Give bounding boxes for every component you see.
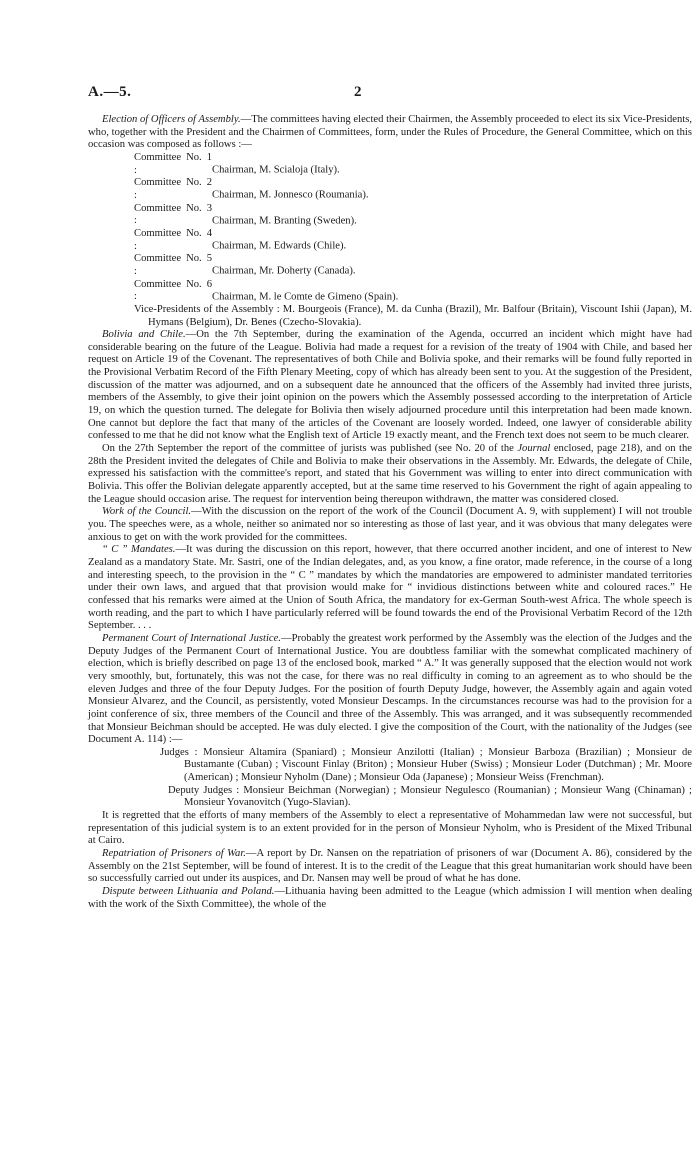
bolivia-text-2b: enclosed, page 218), and on the 28th the President invited the delegates of Chile and Bolivia to make their observations in the Assembly. Mr. Edwards, the delegate of Chile, expressed his satisfaction with the committee's report, and stated that his Government was willing to enter into direct communication with Bolivia. This offer the Bolivian delegate apparently accepted, but at the same time reserved to his Government the right of again appealing to the League should occasion arise. The request for intervention being thereupon withdrawn, the matter was considered closed. <box>88 443 693 505</box>
council-heading: Work of the Council. <box>102 506 192 518</box>
dispute-heading: Dispute between Lithuania and Poland. <box>102 886 275 898</box>
mandates-heading: “ C ” Mandates. <box>102 544 176 556</box>
committee-item <box>88 203 692 228</box>
repatriation-text: —A report by Dr. Nansen on the repatriation of prisoners of war (Document A. 86), considered by the Assembly on the 21st September, will be found of interest. It is to the credit of the League that this great humanitarian work should have been so successfully carried out under its auspices, and Dr. Nansen may well be proud of what he has done. <box>88 848 692 885</box>
committee-label: Committee No. 4 : <box>134 227 212 252</box>
judges-list: Judges : Monsieur Altamira (Spaniard) ; Monsieur Anzilotti (Italian) ; Monsieur Barboza (Brazilian) ; Monsieur de Bustamante (Cuban) ; Viscount Finlay (Briton) ; Monsieur Huber (Swiss) ; Monsieur Loder (Dutchman) ; Mr. Moore (American) ; Monsieur Nyholm (Dane) ; Monsieur Oda (Japanese) ; Monsieur Weiss (Frenchman). <box>160 746 692 784</box>
committee-item <box>88 253 692 278</box>
journal-title: Journal <box>517 443 551 455</box>
bolivia-paragraph-2 <box>88 443 692 506</box>
committee-label: Committee No. 1 : <box>134 151 212 176</box>
committee-chair: Chairman, M. Scialoja (Italy). <box>212 164 340 176</box>
committee-label: Committee No. 6 : <box>134 278 212 303</box>
bolivia-text: —On the 7th September, during the examination of the Agenda, occurred an incident which might have had considerable bearing on the future of the League. Bolivia had made a request for a revision of the treaty of 1904 with Chile, and based her request on Article 19 of the Covenant. The representatives of both Chile and Bolivia spoke, and their remarks will be found fully reported in the Provisional Verbatim Record of the Fifth Plenary Meeting, copy of which has already been sent to you. At the suggestion of the President, discussion of the matter was adjourned, and on a subsequent date he announced that the officers of the Assembly had invited three jurists, members of the Assembly, to give their joint opinion on the powers which the Assembly possessed according to the interpretation of Article 19, on which the question turned. The delegate for Bolivia then wisely adjourned procedure until this interpretation had been made known. One cannot but deplore the fact that many of the articles of the Covenant are loosely worded. Indeed, one lawyer of considerable ability confessed to me that he did not know what the English text of Article 19 exactly meant, and the French text does not seem to be much clearer. <box>88 329 692 442</box>
bolivia-heading: Bolivia and Chile. <box>102 329 186 341</box>
committee-item <box>88 228 692 253</box>
dispute-paragraph <box>88 886 692 911</box>
bolivia-text-2a: On the 27th September the report of the committee of jurists was published (see No. 20 of the <box>102 443 518 455</box>
election-text: —The committees having elected their Chairmen, the Assembly proceeded to elect its six Vice-Presidents, who, together with the President and the Chairmen of Committees, form, under the Rules of Procedure, the General Committee, which on this occasion was composed as follows :— <box>88 114 692 151</box>
court-heading: Permanent Court of International Justice. <box>102 632 281 644</box>
committee-chair: Chairman, M. Branting (Sweden). <box>212 215 357 227</box>
dispute-text: —Lithuania having been admitted to the League (which admission I will mention when dealing with the work of the Sixth Committee), the whole of the <box>88 886 692 910</box>
page-number: 2 <box>354 84 362 100</box>
bolivia-paragraph <box>88 329 692 443</box>
court-text: —Probably the greatest work performed by the Assembly was the election of the Judges and the Deputy Judges of the Permanent Court of International Justice. You are doubtless familiar with the somewhat complicated machinery of election, which is briefly described on page 13 of the enclosed book, marked “ A.” It was generally supposed that the election would not work very smoothly, but, fortunately, this was not the case, for there was no real difficulty in coming to an agreement as to who should be the eleven Judges and three of the four Deputy Judges. For the position of fourth Deputy Judge, however, the Assembly again and again voted Monsieur Alvarez, and the Council, as persistently, voted Monsieur Descamps. In the circumstances recourse was had to the provision for a joint conference of six, three members of the Council and three of the Assembly. This was arranged, and it was subsequently recommended that Monsieur Beichman should be accepted. He was duly elected. I give the composition of the Court, with the nationality of the Judges (see Document A. 114) :— <box>88 632 692 746</box>
deputy-judges-list: Deputy Judges : Monsieur Beichman (Norwegian) ; Monsieur Negulesco (Roumanian) ; Monsieur Wang (Chinaman) ; Monsieur Yovanovitch (Yugo-Slavian). <box>168 784 692 809</box>
vice-presidents: Vice-Presidents of the Assembly : M. Bourgeois (France), M. da Cunha (Brazil), Mr. Balfour (Britain), Viscount Ishii (Japan), M. Hymans (Belgium), Dr. Benes (Czecho-Slovakia). <box>134 303 692 328</box>
committee-label: Committee No. 5 : <box>134 253 212 277</box>
committee-chair: Chairman, M. Edwards (Chile). <box>212 240 347 252</box>
repatriation-heading: Repatriation of Prisoners of War. <box>102 848 246 860</box>
mandates-paragraph <box>88 544 692 633</box>
committee-chair: Chairman, M. le Comte de Gimeno (Spain). <box>212 291 399 303</box>
court-paragraph <box>88 633 692 747</box>
election-heading: Election of Officers of Assembly. <box>102 114 241 125</box>
committee-chair: Chairman, Mr. Doherty (Canada). <box>212 265 356 277</box>
council-text: —With the discussion on the report of the work of the Council (Document A. 9, with supplement) I will not trouble you. The speeches were, as a whole, neither so animated nor so interesting as those of last year, and it was obvious that many delegates were anxious to get on with the work provided for the committees. <box>88 506 692 543</box>
repatriation-paragraph <box>88 848 692 886</box>
committee-label: Committee No. 3 : <box>134 202 212 227</box>
document-body <box>88 114 692 911</box>
mandates-text: —It was during the discussion on this report, however, that there occurred another incident, and one of interest to New Zealand as a mandatory State. Mr. Sastri, one of the Indian delegates, and, as you know, a fine orator, made reference, in the course of a long and interesting speech, to the provision in the “ C ” mandates by which the mandatories are empowered to administer mandated territories under their own laws, and argued that that provision would make for “ invidious distinctions between white and coloured races.” He confessed that his remarks were aimed at the Union of South Africa, the mandatory for ex-German South-west Africa. The whole speech is worth reading, and the part to which I have particularly referred will be found towards the end of the Provisional Verbatim Record of the 12th September. . . . <box>88 544 692 632</box>
committee-list <box>88 152 692 329</box>
committee-label: Committee No. 2 : <box>134 177 212 201</box>
committee-chair: Chairman, M. Jonnesco (Roumania). <box>212 189 369 201</box>
committee-item <box>88 279 692 304</box>
court-regret-paragraph: It is regretted that the efforts of many members of the Assembly to elect a representative of Mohammedan law were not successful, but representation of this judicial system is to an extent provided for in the person of Monsieur Nyholm, who is President of the Mixed Tribunal at Cairo. <box>88 810 692 847</box>
committee-item <box>88 177 692 202</box>
council-paragraph <box>88 506 692 544</box>
committee-item <box>88 152 692 177</box>
election-paragraph <box>88 114 692 152</box>
document-reference: A.—5. <box>88 84 132 100</box>
